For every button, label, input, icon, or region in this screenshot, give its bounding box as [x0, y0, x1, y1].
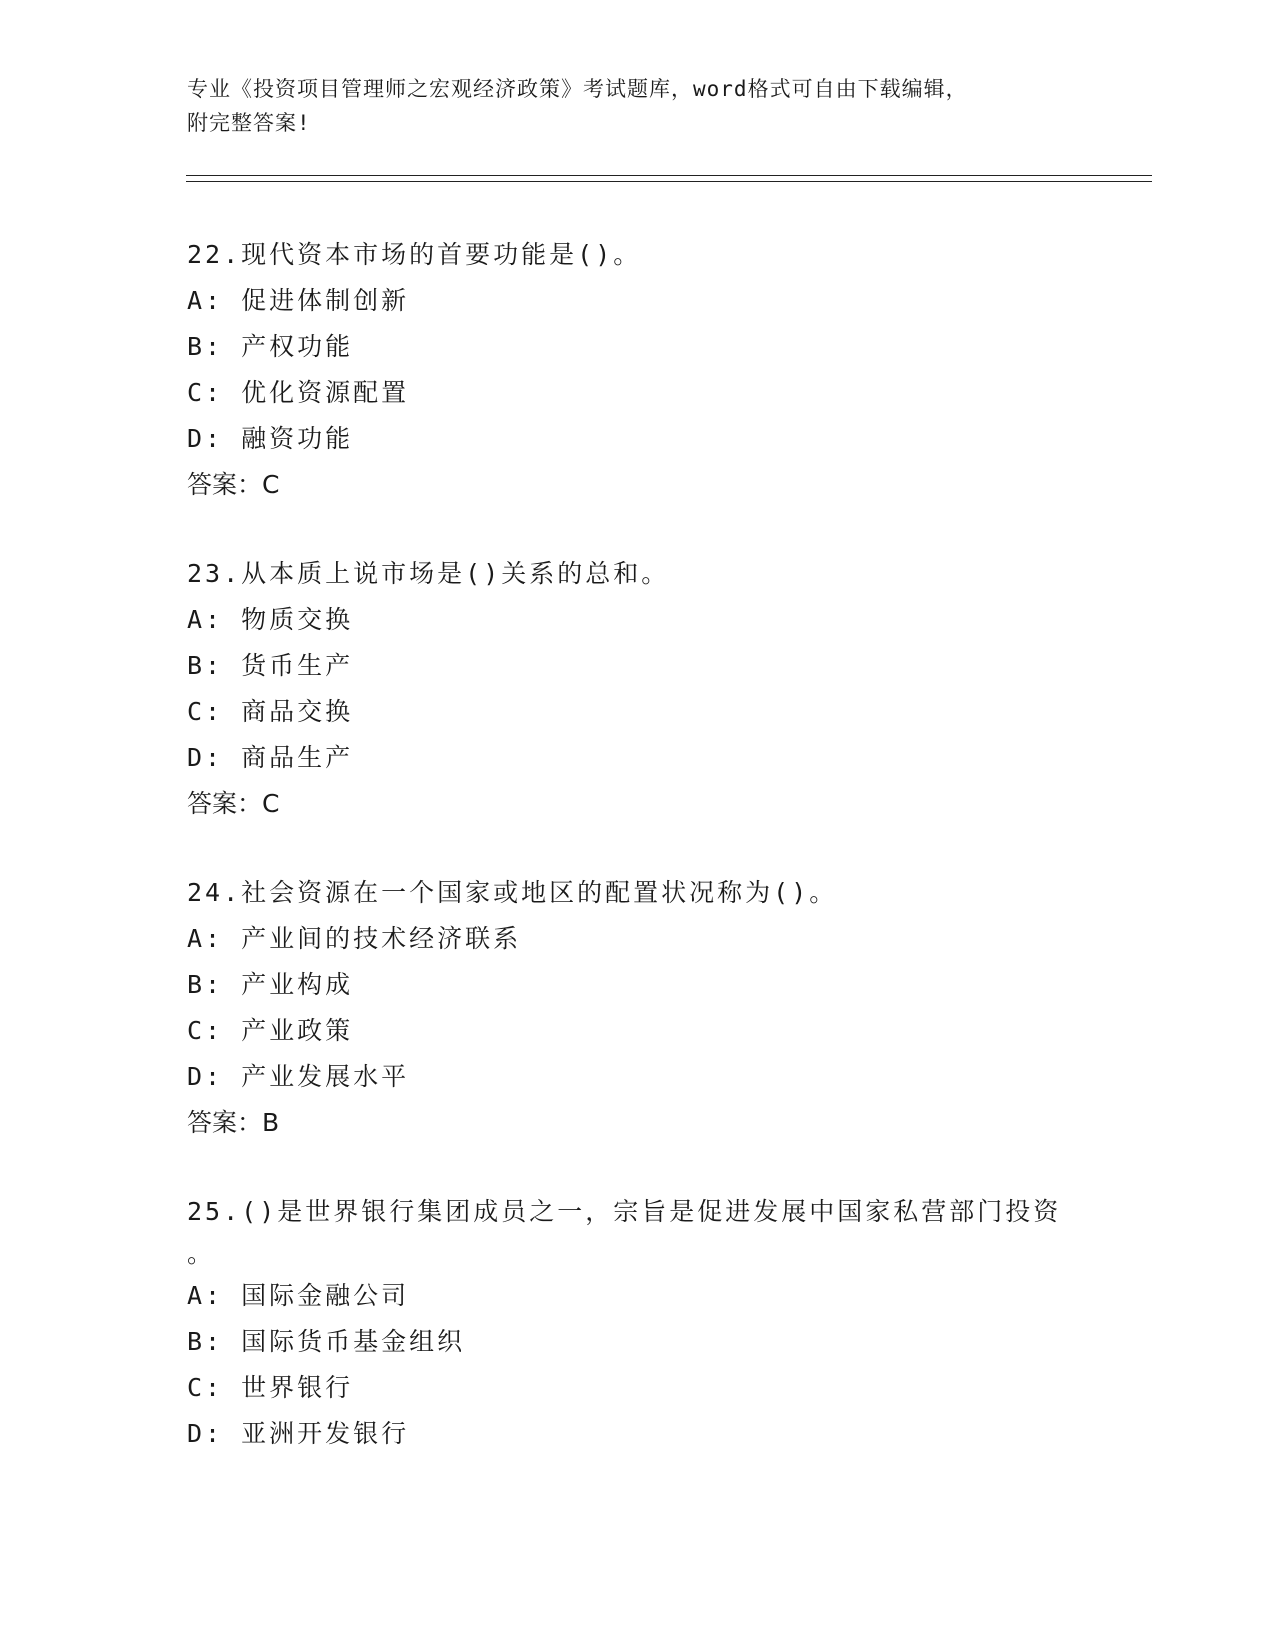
- answer-line: 答案：C: [187, 789, 280, 818]
- option-d: D: 融资功能: [187, 424, 354, 453]
- option-a: A: 产业间的技术经济联系: [187, 924, 522, 953]
- option-d: D: 产业发展水平: [187, 1062, 410, 1091]
- answer-line: 答案：B: [187, 1108, 280, 1137]
- header-line-1: 专业《投资项目管理师之宏观经济政策》考试题库，word格式可自由下载编辑，: [187, 77, 968, 101]
- option-a: A: 国际金融公司: [187, 1281, 410, 1310]
- document-header: [187, 72, 1087, 140]
- option-c: C: 商品交换: [187, 697, 354, 726]
- option-a: A: 物质交换: [187, 605, 354, 634]
- option-b: B: 国际货币基金组织: [187, 1327, 466, 1356]
- question-24: [187, 870, 1087, 1146]
- option-b: B: 产权功能: [187, 332, 354, 361]
- question-22: [187, 232, 1087, 508]
- question-stem: 24.社会资源在一个国家或地区的配置状况称为()。: [187, 878, 838, 907]
- question-25: [187, 1189, 1087, 1457]
- option-c: C: 优化资源配置: [187, 378, 410, 407]
- option-c: C: 世界银行: [187, 1373, 354, 1402]
- answer-line: 答案：C: [187, 470, 280, 499]
- option-a: A: 促进体制创新: [187, 286, 410, 315]
- header-divider-top: [186, 175, 1152, 176]
- question-stem-continuation: 。: [187, 1239, 213, 1268]
- header-divider-bottom: [186, 181, 1152, 182]
- question-stem: 25.()是世界银行集团成员之一，宗旨是促进发展中国家私营部门投资: [187, 1197, 1062, 1226]
- option-d: D: 商品生产: [187, 743, 354, 772]
- header-line-2: 附完整答案!: [187, 111, 311, 135]
- question-stem: 22.现代资本市场的首要功能是()。: [187, 240, 642, 269]
- question-23: [187, 551, 1087, 827]
- option-b: B: 货币生产: [187, 651, 354, 680]
- question-stem: 23.从本质上说市场是()关系的总和。: [187, 559, 670, 588]
- option-d: D: 亚洲开发银行: [187, 1419, 410, 1448]
- option-b: B: 产业构成: [187, 970, 354, 999]
- option-c: C: 产业政策: [187, 1016, 354, 1045]
